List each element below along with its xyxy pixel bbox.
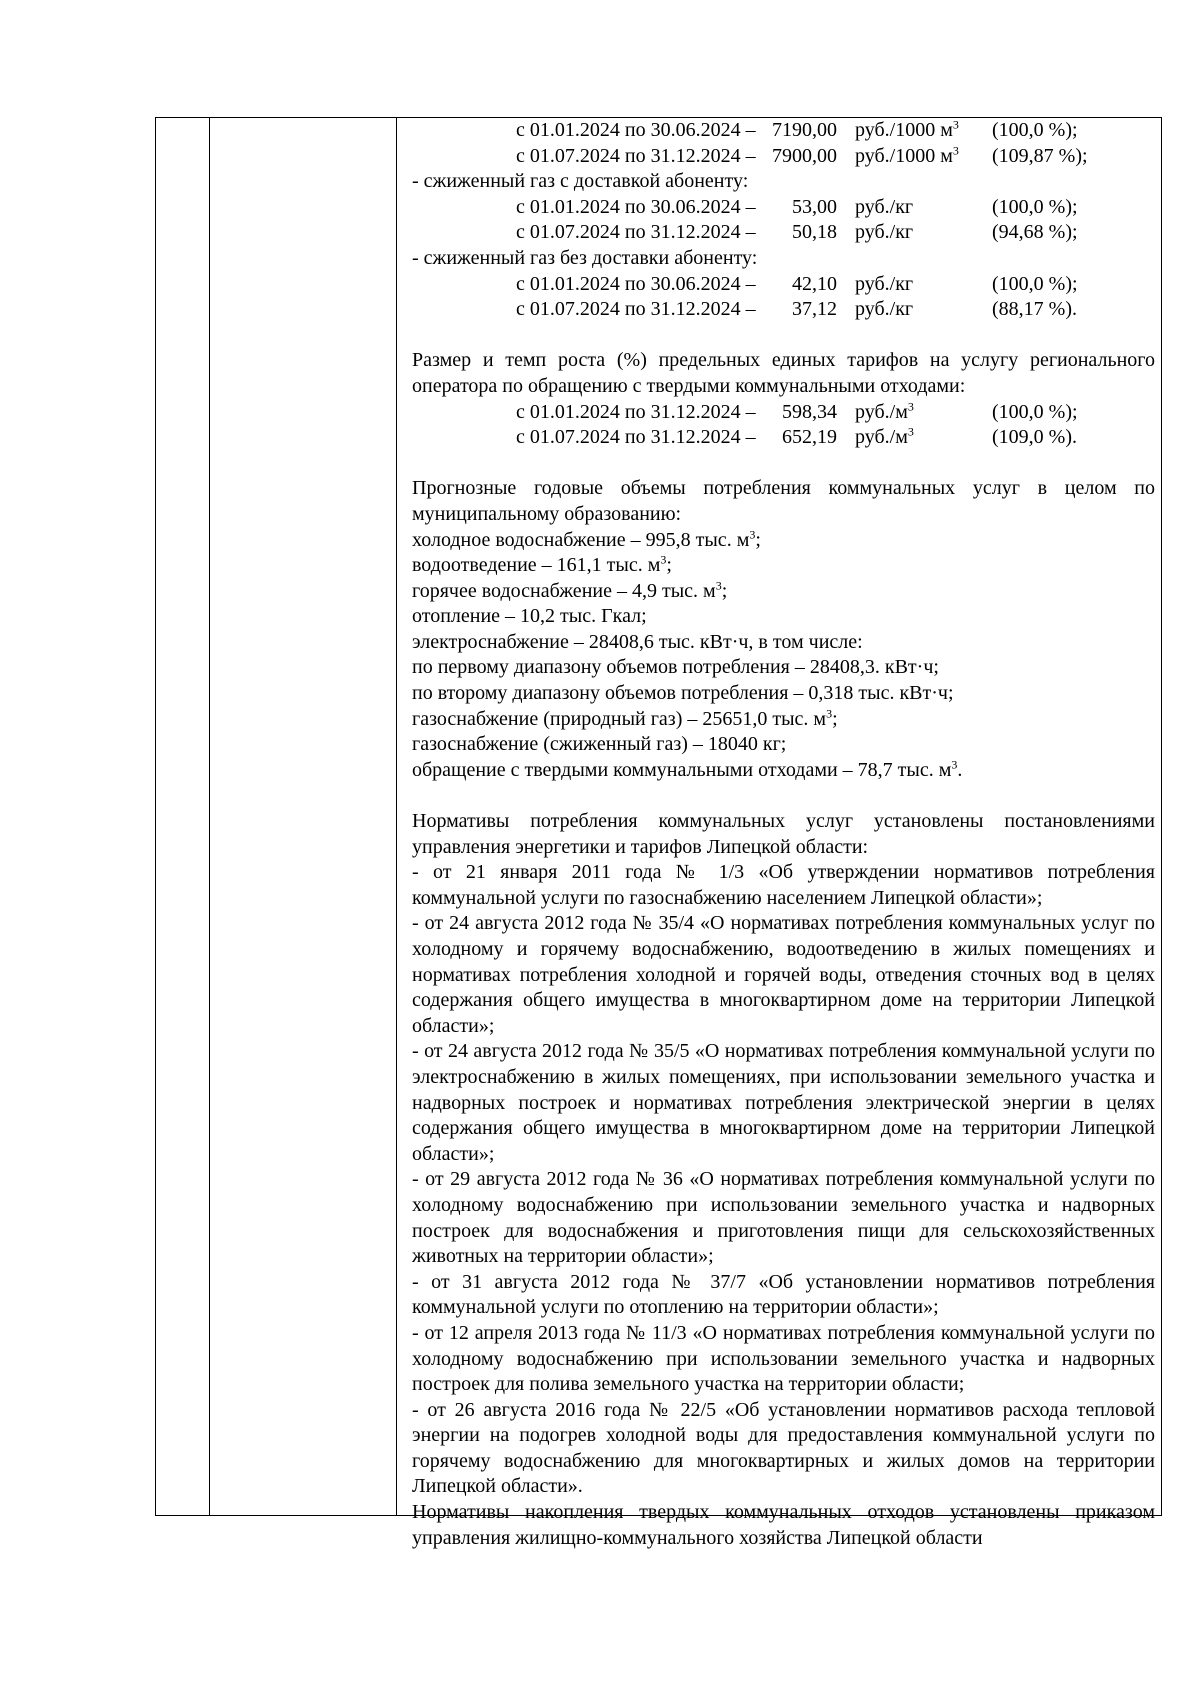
- norm-item: - от 24 августа 2012 года № 35/4 «О нормативах потребления коммунальных услуг по холодному и горячему водоснабжению, водоотведению в жилых помещениях и нормативах потребления холодной и горячей воды, отведения сточных вод в целях содержания общего имущества в многоквартирном доме на территории Липецкой области»;: [412, 912, 1155, 1037]
- tariff-percent: (100,0 %);: [992, 272, 1078, 295]
- tariff-unit: руб./кг: [855, 298, 914, 321]
- volumes-intro: Прогнозные годовые объемы потребления коммунальных услуг в целом по муниципальному образованию:: [412, 477, 1155, 525]
- tariff-row: [412, 272, 1155, 298]
- tariff-percent: (100,0 %);: [992, 195, 1078, 218]
- tariff-period: с 01.01.2024 по 30.06.2024 –: [516, 119, 756, 141]
- tariff-value: 652,19: [782, 426, 837, 449]
- column-divider-1: [209, 118, 210, 1515]
- norm-item: - от 26 августа 2016 года № 22/5 «Об установлении нормативов расхода тепловой энергии на подогрев холодной воды для предоставления коммунальной услуги по горячему водоснабжению для многоквартирных и жилых домов на территории Липецкой области».: [412, 1398, 1155, 1498]
- tariff-unit: руб./кг: [855, 272, 914, 295]
- column-divider-2: [396, 118, 397, 1515]
- tariff-row: [412, 425, 1155, 451]
- document-table: [155, 117, 1162, 1549]
- volume-cold-water: холодное водоснабжение – 995,8 тыс. $м^3$;: [412, 526, 761, 551]
- tariff-value: 42,10: [792, 272, 837, 295]
- volume-electricity: электроснабжение – 28408,6 тыс. кВт·ч, в том числе:: [412, 630, 863, 653]
- waste-tariff-intro: Размер и темп роста (%) предельных единых тарифов на услугу регионального оператора по обращению с твердыми коммунальными отходами:: [412, 349, 1155, 397]
- tariff-value: 37,12: [792, 298, 837, 321]
- volume-range-2: по второму диапазону объемов потребления – 0,318 тыс. кВт·ч;: [412, 682, 954, 705]
- norm-item: - от 21 января 2011 года № 1/3 «Об утверждении нормативов потребления коммунальной услуги по газоснабжению населением Липецкой области»;: [412, 861, 1155, 909]
- tariff-row: [412, 118, 1155, 144]
- tariff-percent: (94,68 %);: [992, 221, 1078, 244]
- volume-sewerage: водоотведение – 161,1 тыс. $м^3$;: [412, 552, 672, 577]
- content-cell: [412, 118, 1155, 1551]
- tariff-unit: руб./1000 $м^3$: [855, 142, 959, 167]
- lpg-nodelivery-heading: - сжиженный газ без доставки абоненту:: [412, 246, 758, 269]
- tariff-unit: $руб./м^3$: [855, 424, 914, 449]
- volume-waste: обращение с твердыми коммунальными отходами – 78,7 тыс. $м^3$.: [412, 757, 963, 781]
- tariff-period: с 01.07.2024 по 31.12.2024 –: [516, 144, 756, 167]
- tariff-period: с 01.07.2024 по 31.12.2024 –: [516, 221, 756, 244]
- tariff-period: с 01.01.2024 по 31.12.2024 –: [516, 400, 756, 423]
- tariff-unit: $руб./м^3$: [855, 398, 914, 423]
- tariff-row: [412, 195, 1155, 221]
- tariff-percent: (88,17 %).: [992, 298, 1077, 321]
- tariff-unit: руб./кг: [855, 195, 914, 218]
- norm-item: - от 29 августа 2012 года № 36 «О нормативах потребления коммунальной услуги по холодному водоснабжению при использовании земельного участка и надворных построек для водоснабжения и приготовления пищи для сельскохозяйственных животных на территории области»;: [412, 1168, 1155, 1268]
- tariff-percent: (109,87 %);: [992, 144, 1088, 167]
- tariff-percent: (100,0 %);: [992, 400, 1078, 423]
- norms-intro: Нормативы потребления коммунальных услуг установлены постановлениями управления энергетики и тарифов Липецкой области:: [412, 810, 1155, 858]
- tariff-period: с 01.07.2024 по 31.12.2024 –: [516, 426, 756, 449]
- tariff-unit: руб./1000 $м^3$: [855, 117, 959, 141]
- tariff-period: с 01.01.2024 по 30.06.2024 –: [516, 272, 756, 295]
- tariff-value: 50,18: [792, 221, 837, 244]
- tariff-percent: (109,0 %).: [992, 426, 1077, 449]
- tariff-value: 598,34: [782, 400, 837, 423]
- tariff-row: [412, 144, 1155, 170]
- norm-item: - от 31 августа 2012 года № 37/7 «Об установлении нормативов потребления коммунальной услуги по отоплению на территории области»;: [412, 1270, 1155, 1319]
- norm-item: - от 24 августа 2012 года № 35/5 «О нормативах потребления коммунальной услуги по электроснабжению в жилых помещениях, при использовании земельного участка и надворных построек и нормативах потребления электрической энергии в целях содержания общего имущества в многоквартирном доме на территории Липецкой области»;: [412, 1040, 1155, 1165]
- volume-range-1: по первому диапазону объемов потребления – 28408,3. кВт·ч;: [412, 656, 939, 679]
- tariff-percent: (100,0 %);: [992, 119, 1078, 141]
- tariff-unit: руб./кг: [855, 221, 914, 244]
- tariff-period: с 01.07.2024 по 31.12.2024 –: [516, 298, 756, 321]
- volume-heating: отопление – 10,2 тыс. Гкал;: [412, 605, 647, 628]
- volume-gas-lpg: газоснабжение (сжиженный газ) – 18040 кг;: [412, 733, 787, 756]
- waste-norms-text: Нормативы накопления твердых коммунальных отходов установлены приказом управления жилищно-коммунального хозяйства Липецкой области: [412, 1501, 1155, 1549]
- volume-hot-water: горячее водоснабжение – 4,9 тыс. $м^3$;: [412, 578, 728, 602]
- tariff-value: 7900,00: [772, 144, 837, 167]
- tariff-value: 53,00: [792, 195, 837, 218]
- tariff-row: [412, 297, 1155, 323]
- lpg-delivery-heading: - сжиженный газ с доставкой абоненту:: [412, 170, 749, 193]
- tariff-row: [412, 400, 1155, 426]
- tariff-period: с 01.01.2024 по 30.06.2024 –: [516, 195, 756, 218]
- volume-gas-natural: газоснабжение (природный газ) – 25651,0 тыс. $м^3$;: [412, 706, 838, 730]
- tariff-row: [412, 220, 1155, 246]
- norm-item: - от 12 апреля 2013 года № 11/3 «О нормативах потребления коммунальной услуги по холодному водоснабжению при использовании земельного участка и надворных построек для полива земельного участка на территории области;: [412, 1321, 1155, 1396]
- tariff-value: 7190,00: [772, 119, 837, 141]
